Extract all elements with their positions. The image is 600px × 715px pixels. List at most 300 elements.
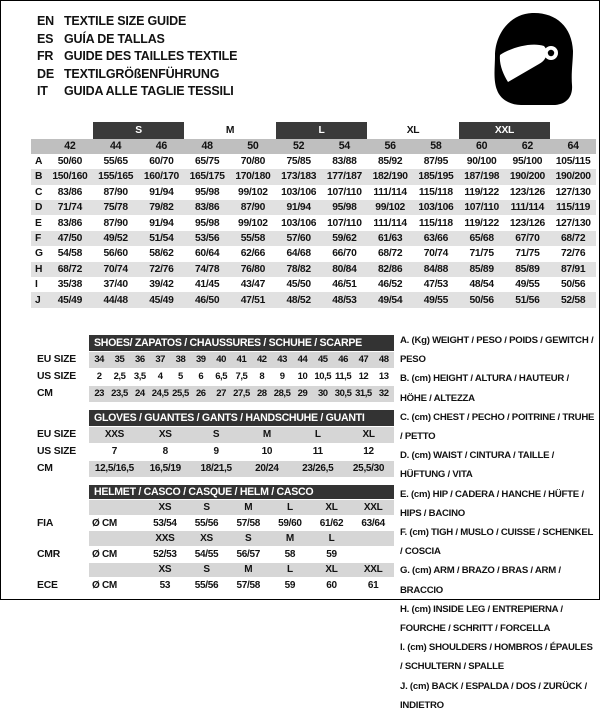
size-value: 45/49	[47, 292, 93, 307]
language-row	[37, 48, 237, 66]
cell-value: 7,5	[235, 371, 248, 383]
size-column-header: 46	[139, 139, 185, 154]
cell-value: 6	[198, 371, 204, 383]
size-value: 47/50	[47, 231, 93, 246]
sub-table-row	[37, 444, 394, 460]
measurement-row-h	[31, 262, 596, 277]
size-value: 50/56	[560, 279, 586, 291]
cell-value: 11	[312, 446, 323, 458]
cell-value: S	[245, 533, 252, 545]
cell-value: 10,5	[314, 371, 332, 383]
cell-value: XXL	[363, 564, 383, 576]
main-size-table	[31, 122, 596, 308]
row-letter: D	[31, 200, 47, 215]
cell-value: 11,5	[335, 371, 352, 383]
cell-value: 12	[358, 371, 369, 383]
size-value: 187/198	[459, 169, 505, 184]
cell-value: 48	[378, 354, 389, 366]
size-value: 54/58	[57, 248, 83, 260]
language-header	[37, 13, 237, 101]
size-value: 46/51	[332, 279, 357, 291]
cell-value: 39	[195, 354, 206, 366]
cell-value: 31,5	[355, 388, 372, 400]
size-value: 57/60	[276, 231, 322, 246]
cell-value: L	[328, 533, 335, 545]
size-value: 91/94	[276, 200, 322, 215]
language-code: EN	[37, 14, 54, 28]
cell-value: 4	[157, 371, 163, 383]
cell-value: 5	[178, 371, 183, 383]
cell-value: 18/21,5	[200, 463, 232, 475]
spacer-cell	[31, 122, 93, 139]
cell-value: L	[314, 429, 321, 441]
size-value: 72/76	[560, 248, 586, 260]
size-group-xxl: XXL	[459, 122, 551, 139]
shoes-title-row	[37, 335, 394, 351]
size-value: 46/52	[377, 279, 403, 291]
size-value: 127/130	[555, 186, 591, 198]
size-value: 65/75	[194, 156, 220, 168]
gloves-title-row	[37, 410, 394, 426]
size-value: 160/170	[139, 169, 185, 184]
cell-value: 30	[317, 388, 328, 400]
cell-value: 57/58	[236, 517, 260, 529]
cell-value: 10	[261, 446, 273, 458]
row-cells	[89, 547, 394, 562]
size-value: 70/74	[423, 248, 449, 260]
cell-value: 38	[175, 354, 186, 366]
legend-item: G. (cm) ARM / BRAZO / BRAS / ARM / BRACCIO	[400, 565, 561, 596]
size-value: 85/92	[377, 156, 403, 168]
size-value: 87/91	[550, 262, 596, 277]
cell-value: 59	[284, 580, 296, 591]
size-value: 91/94	[149, 217, 174, 229]
cell-value: 9	[279, 371, 285, 383]
cell-value: 58	[284, 548, 296, 560]
size-value: 155/165	[93, 169, 139, 184]
size-value: 79/82	[139, 200, 185, 215]
size-value: 173/183	[276, 169, 322, 184]
cell-value: XXS	[104, 429, 124, 441]
row-label	[37, 500, 89, 515]
cell-value: M	[244, 564, 253, 576]
legend-item: I. (cm) SHOULDERS / HOMBROS / ÉPAULES / SCHULTERN / SPALLE	[400, 642, 593, 673]
size-column-header: 56	[367, 139, 413, 154]
row-label: US SIZE	[37, 371, 77, 383]
cell-value: S	[203, 502, 210, 514]
cell-value: XXS	[155, 533, 175, 545]
size-value: 107/110	[327, 186, 362, 198]
cell-value: 53/54	[153, 517, 177, 529]
cell-value	[352, 547, 394, 562]
size-column-header: 62	[505, 139, 551, 154]
size-value: 185/195	[413, 169, 459, 184]
size-value: 60/64	[194, 248, 220, 260]
size-value: 127/130	[555, 217, 591, 229]
legend-item: D. (cm) WAIST / CINTURA / TAILLE / HÜFTUNG / VITA	[400, 450, 555, 481]
cell-value: Ø CM	[92, 548, 117, 560]
cell-value: 8	[162, 446, 168, 458]
size-value: 75/85	[286, 156, 311, 168]
cell-value: 30,5	[334, 388, 352, 400]
spacer	[37, 485, 89, 500]
cell-value: 34	[94, 354, 104, 366]
size-value: 123/126	[509, 186, 545, 198]
size-value: 84/88	[413, 262, 459, 277]
accessory-tables	[37, 335, 394, 601]
size-column-header: 42	[47, 139, 93, 154]
size-value: 83/86	[57, 217, 83, 229]
size-column-header: 64	[550, 139, 596, 154]
cell-value: 55/56	[194, 517, 219, 529]
sub-table-row	[37, 531, 394, 546]
row-letter: B	[31, 169, 47, 184]
legend-item: A. (Kg) WEIGHT / PESO / POIDS / GEWITCH / PESO	[400, 335, 594, 366]
cell-value: 44	[297, 354, 308, 366]
row-letter: J	[31, 292, 47, 307]
row-label: US SIZE	[37, 446, 77, 458]
size-value: 87/90	[103, 217, 128, 229]
row-cells	[89, 531, 394, 546]
size-value: 91/94	[149, 186, 174, 198]
size-value: 95/98	[194, 217, 220, 229]
row-label	[37, 531, 89, 546]
sub-table-row	[37, 369, 394, 385]
size-value: 83/86	[184, 200, 230, 215]
size-value: 62/66	[240, 248, 266, 260]
legend-item: E. (cm) HIP / CADERA / HANCHE / HÜFTE / HIPS / BACINO	[400, 488, 584, 519]
size-value: 190/200	[550, 169, 596, 184]
size-value: 85/89	[505, 262, 551, 277]
row-letter: C	[35, 186, 43, 198]
cell-value: 2,5	[113, 371, 126, 383]
size-value: 37/40	[103, 279, 128, 291]
row-label: CM	[37, 463, 53, 475]
row-cells	[89, 516, 394, 531]
size-value: 66/70	[332, 248, 357, 260]
size-value: 150/160	[47, 169, 93, 184]
row-cells	[89, 461, 394, 477]
cell-value: 46	[338, 354, 348, 366]
cell-value: XS	[158, 502, 172, 514]
language-row	[37, 66, 237, 84]
size-value: 61/63	[367, 231, 413, 246]
size-value: 47/53	[423, 279, 449, 291]
size-value: 170/180	[230, 169, 276, 184]
cell-value: 56/57	[236, 548, 260, 560]
legend-item: B. (cm) HEIGHT / ALTURA / HAUTEUR / HÖHE / ALTEZZA	[400, 373, 569, 404]
cell-value: 25,5/30	[352, 463, 385, 475]
cell-value: 42	[256, 354, 267, 366]
measurement-row-e	[31, 215, 596, 230]
size-value: 43/47	[240, 279, 266, 291]
cell-value: 12	[363, 446, 374, 458]
size-value: 53/56	[184, 231, 230, 246]
cell-value: 61	[367, 580, 379, 591]
cell-value: 27	[216, 388, 226, 400]
legend-item: F. (cm) TIGH / MUSLO / CUISSE / SCHENKEL / COSCIA	[400, 527, 593, 558]
size-value: 70/80	[240, 156, 266, 168]
cell-value	[352, 531, 394, 546]
cell-value: 63/64	[361, 517, 385, 529]
size-column-header: 60	[459, 139, 505, 154]
language-code: IT	[37, 84, 48, 98]
size-value: 68/72	[550, 231, 596, 246]
cell-value: 12,5/16,5	[94, 463, 134, 475]
cell-value: 59	[326, 548, 337, 560]
size-value: 72/76	[139, 262, 185, 277]
cell-value: XL	[325, 502, 338, 514]
size-value: 49/55	[515, 279, 540, 291]
language-code: ES	[37, 31, 54, 46]
size-value: 39/42	[149, 279, 174, 291]
size-value: 49/54	[367, 292, 413, 307]
spacer-cell	[550, 122, 596, 139]
cell-value: 13	[378, 371, 389, 383]
size-value: 46/50	[184, 292, 230, 307]
cell-value: 23	[94, 388, 104, 400]
size-value: 87/90	[103, 186, 128, 198]
size-value: 99/102	[367, 200, 413, 215]
size-group-xl: XL	[406, 124, 420, 136]
gloves-table	[37, 410, 394, 477]
row-cells	[89, 563, 394, 578]
size-value: 70/74	[93, 262, 139, 277]
size-value: 71/75	[469, 248, 494, 260]
spacer	[37, 335, 89, 351]
row-label: ECE	[37, 580, 58, 591]
helmet-table	[37, 485, 394, 593]
cell-value: 28	[256, 388, 267, 400]
cell-value: L	[286, 564, 293, 576]
measurement-row-g	[31, 246, 596, 261]
size-value: 45/50	[286, 279, 311, 291]
cell-value: 53	[159, 580, 171, 591]
cell-value: L	[286, 502, 293, 514]
size-value: 65/68	[459, 231, 505, 246]
size-value: 123/126	[509, 217, 545, 229]
size-number-row	[31, 139, 596, 154]
row-label	[37, 563, 89, 578]
row-letter: E	[35, 217, 42, 229]
measurement-row-d	[31, 200, 596, 215]
size-value: 119/122	[464, 186, 499, 198]
racing-helmet-icon	[485, 9, 577, 109]
size-group-l: L	[276, 122, 368, 139]
size-value: 48/54	[469, 279, 494, 291]
measurement-row-a	[31, 154, 596, 169]
cell-value: 16,5/19	[149, 463, 181, 475]
size-column-header: 44	[93, 139, 139, 154]
cell-value: M	[285, 533, 294, 545]
legend-item: C. (cm) CHEST / PECHO / POITRINE / TRUHE / PETTO	[400, 411, 595, 443]
size-value: 41/45	[194, 279, 220, 291]
size-value: 50/60	[57, 156, 83, 168]
size-value: 64/68	[286, 248, 311, 260]
size-group-s: S	[93, 122, 185, 139]
cell-value: 45	[317, 354, 328, 366]
sub-table-row	[37, 500, 394, 515]
size-value: 115/118	[418, 217, 453, 229]
size-value: 48/52	[276, 292, 322, 307]
cell-value: 25,5	[172, 388, 189, 400]
size-value: 68/72	[377, 248, 403, 260]
size-value: 99/102	[238, 186, 268, 198]
guide-title: TEXTILGRÖßENFÜHRUNG	[64, 66, 220, 81]
cell-value: 2	[96, 371, 102, 383]
size-value: 60/70	[149, 156, 174, 168]
cell-value: XL	[325, 564, 338, 576]
size-value: 111/114	[505, 200, 551, 215]
gloves-title: GLOVES / GUANTES / GANTS / HANDSCHUHE / GUANTI	[89, 410, 394, 426]
size-value: 103/106	[413, 200, 459, 215]
cell-value: 8	[259, 371, 265, 383]
cell-value	[89, 531, 144, 546]
helmet-title-row	[37, 485, 394, 500]
size-value: 75/78	[93, 200, 139, 215]
size-group-row	[31, 122, 596, 139]
sub-table-row	[37, 427, 394, 443]
size-value: 74/78	[184, 262, 230, 277]
sub-table-row	[37, 578, 394, 593]
cell-value	[89, 563, 144, 578]
cell-value: 29	[297, 388, 308, 400]
cell-value: 28,5	[273, 388, 291, 400]
cell-value: 35	[114, 354, 125, 366]
size-value: 119/122	[464, 217, 499, 229]
cell-value: 23,5	[111, 388, 128, 400]
row-letter: H	[31, 262, 47, 277]
size-value: 99/102	[238, 217, 268, 229]
measurement-row-f	[31, 231, 596, 246]
row-cells	[89, 352, 394, 368]
row-label: CMR	[37, 548, 61, 560]
size-value: 68/72	[47, 262, 93, 277]
size-value: 182/190	[367, 169, 413, 184]
size-value: 80/84	[322, 262, 368, 277]
sub-table-row	[37, 386, 394, 402]
cell-value: XXL	[363, 502, 383, 514]
size-value: 71/75	[515, 248, 540, 260]
cell-value: 7	[111, 446, 118, 458]
sub-table-row	[37, 352, 394, 368]
row-letter: A	[35, 156, 43, 168]
size-value: 115/119	[550, 200, 596, 215]
size-value: 95/100	[512, 156, 543, 168]
language-row	[37, 13, 237, 31]
cell-value: 26	[195, 388, 206, 400]
size-value: 87/95	[423, 156, 449, 168]
size-value: 115/118	[418, 186, 453, 198]
size-value: 111/114	[373, 217, 407, 229]
size-value: 78/82	[276, 262, 322, 277]
size-value: 58/62	[149, 248, 174, 260]
size-value: 48/53	[322, 292, 368, 307]
size-column-header: 54	[322, 139, 368, 154]
row-label: FIA	[37, 517, 54, 529]
size-column-header: 58	[413, 139, 459, 154]
cell-value: M	[262, 429, 271, 441]
size-value: 76/80	[230, 262, 276, 277]
cell-value: 37	[155, 354, 165, 366]
size-value: 85/89	[459, 262, 505, 277]
shoes-table	[37, 335, 394, 402]
cell-value: XL	[362, 429, 375, 441]
cell-value: 32	[378, 388, 389, 400]
language-row	[37, 31, 237, 49]
measurement-row-c	[31, 185, 596, 200]
measurement-legend	[400, 331, 597, 715]
size-value: 52/58	[550, 292, 596, 307]
cell-value: Ø CM	[92, 580, 117, 591]
cell-value: 41	[236, 354, 247, 366]
row-cells	[89, 578, 394, 593]
size-value: 55/58	[230, 231, 276, 246]
sub-table-row	[37, 563, 394, 578]
size-value: 49/55	[413, 292, 459, 307]
size-value: 56/60	[103, 248, 128, 260]
row-cells	[89, 500, 394, 515]
shoes-title: SHOES/ ZAPATOS / CHAUSSURES / SCHUHE / SCARPE	[89, 335, 394, 351]
size-value: 51/54	[139, 231, 185, 246]
cell-value: 54/55	[194, 548, 219, 560]
cell-value: 9	[213, 446, 219, 458]
size-value: 63/66	[413, 231, 459, 246]
cell-value: XS	[158, 429, 172, 441]
language-code: DE	[37, 66, 54, 81]
size-value: 83/88	[332, 156, 357, 168]
row-cells	[89, 444, 394, 460]
measurement-row-i	[31, 277, 596, 292]
size-value: 90/100	[466, 156, 497, 168]
legend-item: J. (cm) BACK / ESPALDA / DOS / ZURÜCK / INDIETRO	[400, 680, 587, 711]
language-code: FR	[37, 49, 54, 63]
cell-value: 24,5	[151, 388, 169, 400]
row-label: EU SIZE	[37, 354, 77, 366]
row-letter: I	[35, 279, 38, 291]
guide-title: GUIDE DES TAILLES TEXTILE	[64, 49, 238, 63]
size-value: 95/98	[194, 186, 220, 198]
cell-value	[89, 500, 144, 515]
cell-value: 6,5	[215, 371, 228, 383]
sub-table-row	[37, 547, 394, 562]
size-value: 44/48	[93, 292, 139, 307]
row-cells	[89, 386, 394, 402]
cell-value: 36	[134, 354, 145, 366]
size-value: 55/65	[103, 156, 128, 168]
size-group-m: M	[225, 124, 235, 136]
size-value: 107/110	[327, 217, 362, 229]
cell-value: XS	[200, 533, 213, 545]
spacer-cell	[31, 139, 47, 154]
size-value: 103/106	[281, 217, 317, 229]
size-value: 67/70	[505, 231, 551, 246]
cell-value: 52/53	[153, 548, 177, 560]
cell-value: XS	[158, 564, 172, 576]
size-value: 71/74	[47, 200, 93, 215]
row-label: CM	[37, 388, 53, 400]
size-value: 35/38	[57, 279, 83, 291]
cell-value: 59/60	[278, 517, 302, 529]
size-column-header: 48	[184, 139, 230, 154]
cell-value: S	[212, 429, 220, 441]
cell-value: 43	[277, 354, 287, 366]
legend-item: H. (cm) INSIDE LEG / ENTREPIERNA / FOURCHE / SCHRITT / FORCELLA	[400, 603, 563, 635]
cell-value: 3,5	[133, 371, 146, 383]
size-value: 49/52	[93, 231, 139, 246]
sub-table-row	[37, 516, 394, 531]
size-column-header: 52	[276, 139, 322, 154]
